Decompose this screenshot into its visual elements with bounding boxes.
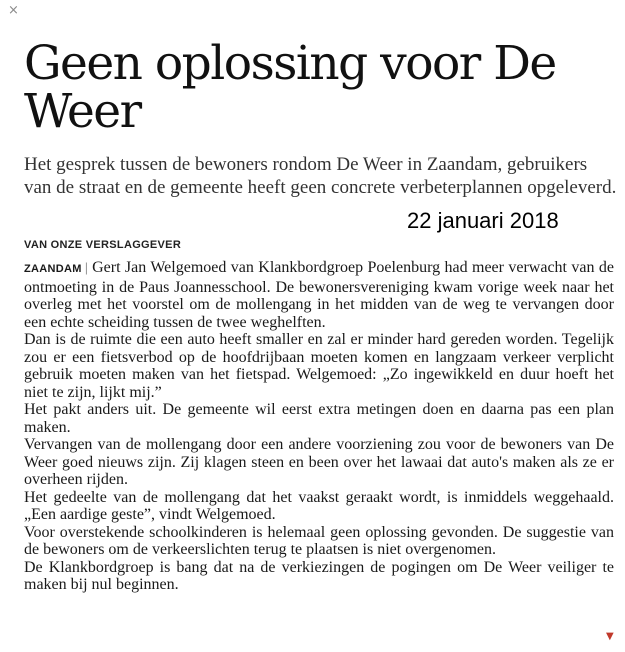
article-headline: Geen oplossing voor De Weer bbox=[24, 36, 556, 139]
paragraph-1 bbox=[24, 259, 614, 331]
paragraph-4: Vervangen van de mollengang door een andere voorziening zou voor de bewoners van De Weer goed nieuws zijn. Zij klagen steen en been over het lawaai dat auto's maken als ze er overheen rijden. bbox=[24, 436, 614, 488]
dateline: ZAANDAM bbox=[24, 263, 82, 275]
scroll-down-icon[interactable]: ▼ bbox=[606, 631, 614, 642]
dateline-separator: | bbox=[84, 260, 89, 275]
article-lead: Het gesprek tussen de bewoners rondom De Weer in Zaandam, gebruikers van de straat en de gemeente heeft geen concrete verbeterplannen opgeleverd. bbox=[24, 154, 617, 198]
paragraph-1-text: Gert Jan Welgemoed van Klankbordgroep Poelenburg had meer verwacht van de ontmoeting in de Paus Joannesschool. De bewonersvereniging kwam vorige week naar het overleg met het voorstel om de mollengang in het midden van de weg te vervangen door een echte scheiding tussen de twee weghelften. bbox=[24, 259, 614, 331]
paragraph-3: Het pakt anders uit. De gemeente wil eerst extra metingen doen en daarna pas een plan maken. bbox=[24, 401, 614, 436]
paragraph-2: Dan is de ruimte die een auto heeft smaller en zal er minder hard gereden worden. Tegelijk zou er een fietsverbod op de hoofdrijbaan moeten komen en langzaam verkeer verplicht gebruik moeten maken van het fietspad. Welgemoed: „Zo ingewikkeld en duur hoeft het niet te zijn, lijkt mij.” bbox=[24, 331, 614, 401]
byline: VAN ONZE VERSLAGGEVER bbox=[24, 239, 182, 251]
paragraph-7: De Klankbordgroep is bang dat na de verkiezingen de pogingen om De Weer veiliger te maken bij nul beginnen. bbox=[24, 558, 614, 593]
paragraph-6: Voor overstekende schoolkinderen is helemaal geen oplossing gevonden. De suggestie van de bewoners om de verkeerslichten terug te plaatsen is niet overgenomen. bbox=[24, 523, 614, 558]
close-icon[interactable]: × bbox=[8, 3, 19, 18]
paragraph-5: Het gedeelte van de mollengang dat het vaakst geraakt wordt, is inmiddels weggehaald. „Een aardige geste”, vindt Welgemoed. bbox=[24, 488, 614, 523]
article-body bbox=[24, 259, 614, 594]
date-stamp: 22 januari 2018 bbox=[407, 208, 559, 233]
